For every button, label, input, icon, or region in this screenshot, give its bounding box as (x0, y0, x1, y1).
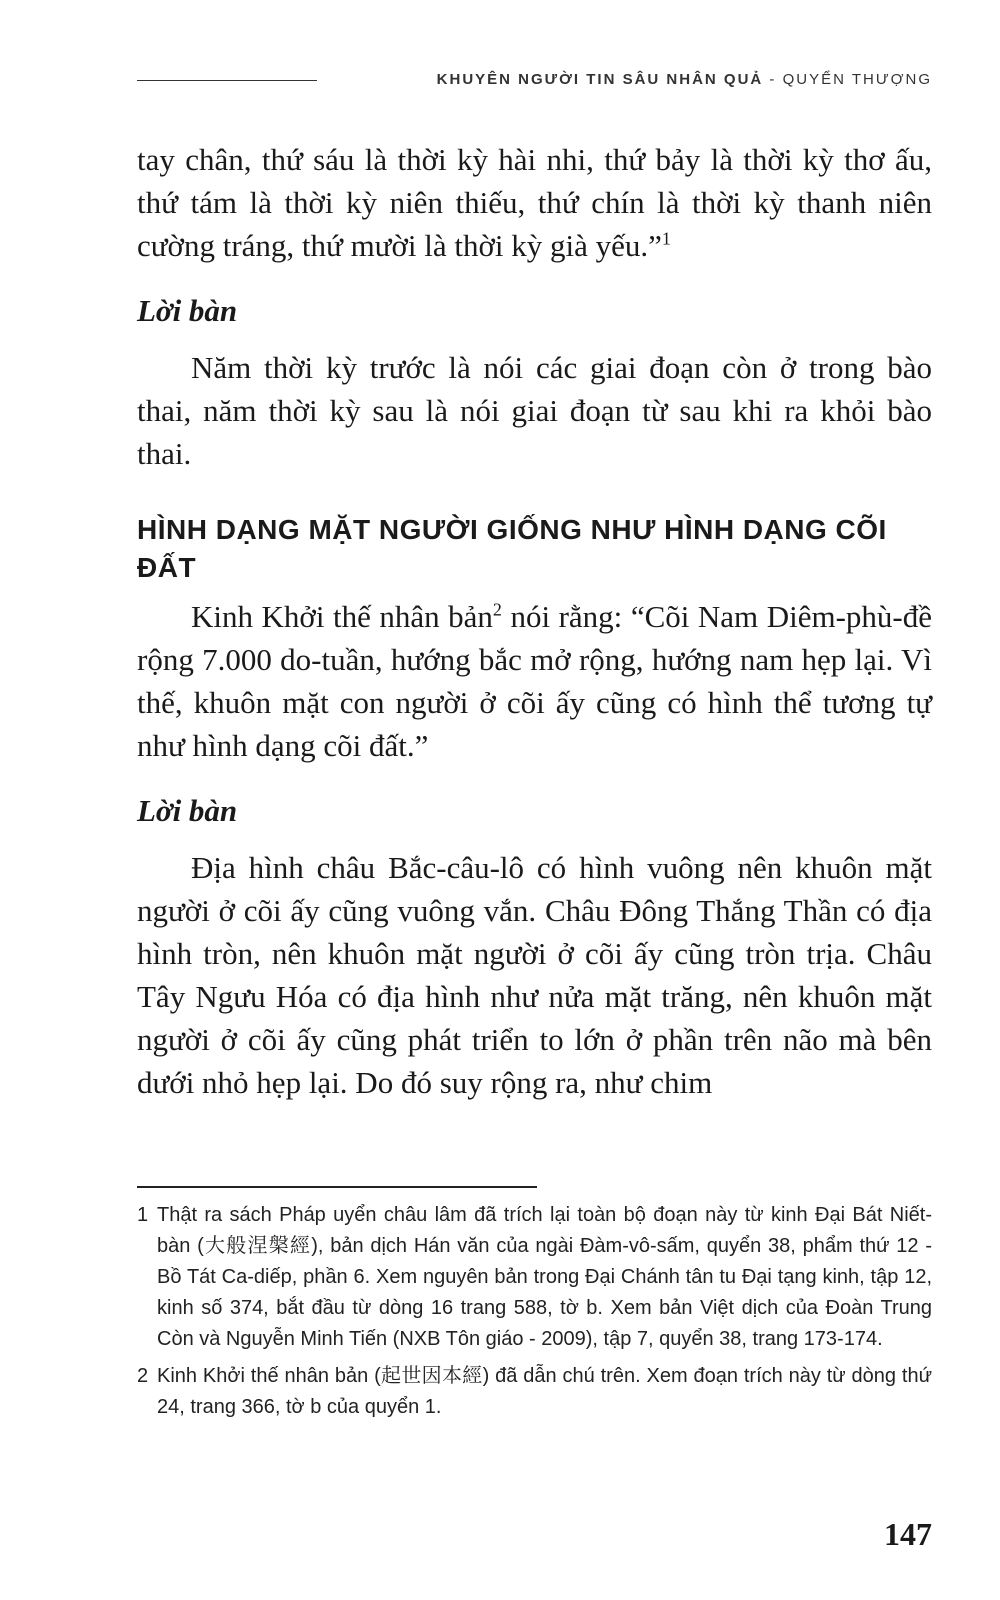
footnote-ref-2[interactable]: 2 (492, 599, 502, 620)
running-header-text (437, 71, 932, 88)
commentary-paragraph: Năm thời kỳ trước là nói các giai đoạn còn ở trong bào thai, năm thời kỳ sau là nói giai đoạn từ sau khi ra khỏi bào thai. (137, 350, 932, 471)
footnote-number: 1 (137, 1204, 149, 1226)
page-number: 147 (884, 1516, 932, 1552)
footnote-number: 2 (137, 1365, 149, 1387)
section-heading: HÌNH DẠNG MẶT NGƯỜI GIỐNG NHƯ HÌNH DẠNG CÕI ĐẤT (137, 514, 887, 583)
footnote (137, 1200, 932, 1355)
book-title: KHUYÊN NGƯỜI TIN SÂU NHÂN QUẢ (436, 71, 764, 88)
header-separator: - (763, 71, 783, 88)
footnote-text: Kinh Khởi thế nhân bản (起世因本經) đã dẫn chú trên. Xem đoạn trích này từ dòng thứ 24, trang 366, tờ b của quyển 1. (157, 1365, 932, 1418)
footnote-divider (137, 1186, 537, 1188)
header-rule (137, 80, 317, 81)
footnote-text: Thật ra sách Pháp uyển châu lâm đã trích lại toàn bộ đoạn này từ kinh Đại Bát Niết-bàn (大般涅槃經), bản dịch Hán văn của ngài Đàm-vô-sấm, quyển 38, phẩm thứ 12 - Bồ Tát Ca-diếp, phần 6. Xem nguyên bản trong Đại Chánh tân tu Đại tạng kinh, tập 12, kinh số 374, bắt đầu từ dòng 16 trang 588, tờ b. Xem bản Việt dịch của Đoàn Trung Còn và Nguyễn Minh Tiến (NXB Tôn giáo - 2009), tập 7, quyển 38, trang 173-174. (157, 1204, 932, 1350)
body-text (137, 138, 932, 1104)
sutra-quote-paragraph: Kinh Khởi thế nhân bản$^2$ nói rằng: “Cõi Nam Diêm-phù-đề rộng 7.000 do-tuần, hướng bắc mở rộng, hướng nam hẹp lại. Vì thế, khuôn mặt con người ở cõi ấy cũng có hình thể tương tự như hình dạng cõi đất.” (137, 599, 932, 763)
commentary-label: Lời bàn (137, 293, 238, 328)
footnote-ref-1[interactable]: 1 (661, 228, 671, 249)
footnotes (137, 1200, 932, 1429)
paragraph-continued: tay chân, thứ sáu là thời kỳ hài nhi, thứ bảy là thời kỳ thơ ấu, thứ tám là thời kỳ niên thiếu, thứ chín là thời kỳ thanh niên cường tráng, thứ mười là thời kỳ già yếu.”$^1$ (137, 142, 932, 263)
commentary-label: Lời bàn (137, 793, 238, 828)
footnote (137, 1361, 932, 1423)
commentary-paragraph: Địa hình châu Bắc-câu-lô có hình vuông nên khuôn mặt người ở cõi ấy cũng vuông vắn. Châu Đông Thắng Thần có địa hình tròn, nên khuôn mặt người ở cõi ấy cũng tròn trịa. Châu Tây Ngưu Hóa có địa hình như nửa mặt trăng, nên khuôn mặt người ở cõi ấy cũng phát triển to lớn ở phần trên não mà bên dưới nhỏ hẹp lại. Do đó suy rộng ra, như chim (137, 850, 932, 1100)
book-volume: QUYỂN THƯỢNG (782, 71, 932, 88)
running-header (137, 58, 932, 88)
